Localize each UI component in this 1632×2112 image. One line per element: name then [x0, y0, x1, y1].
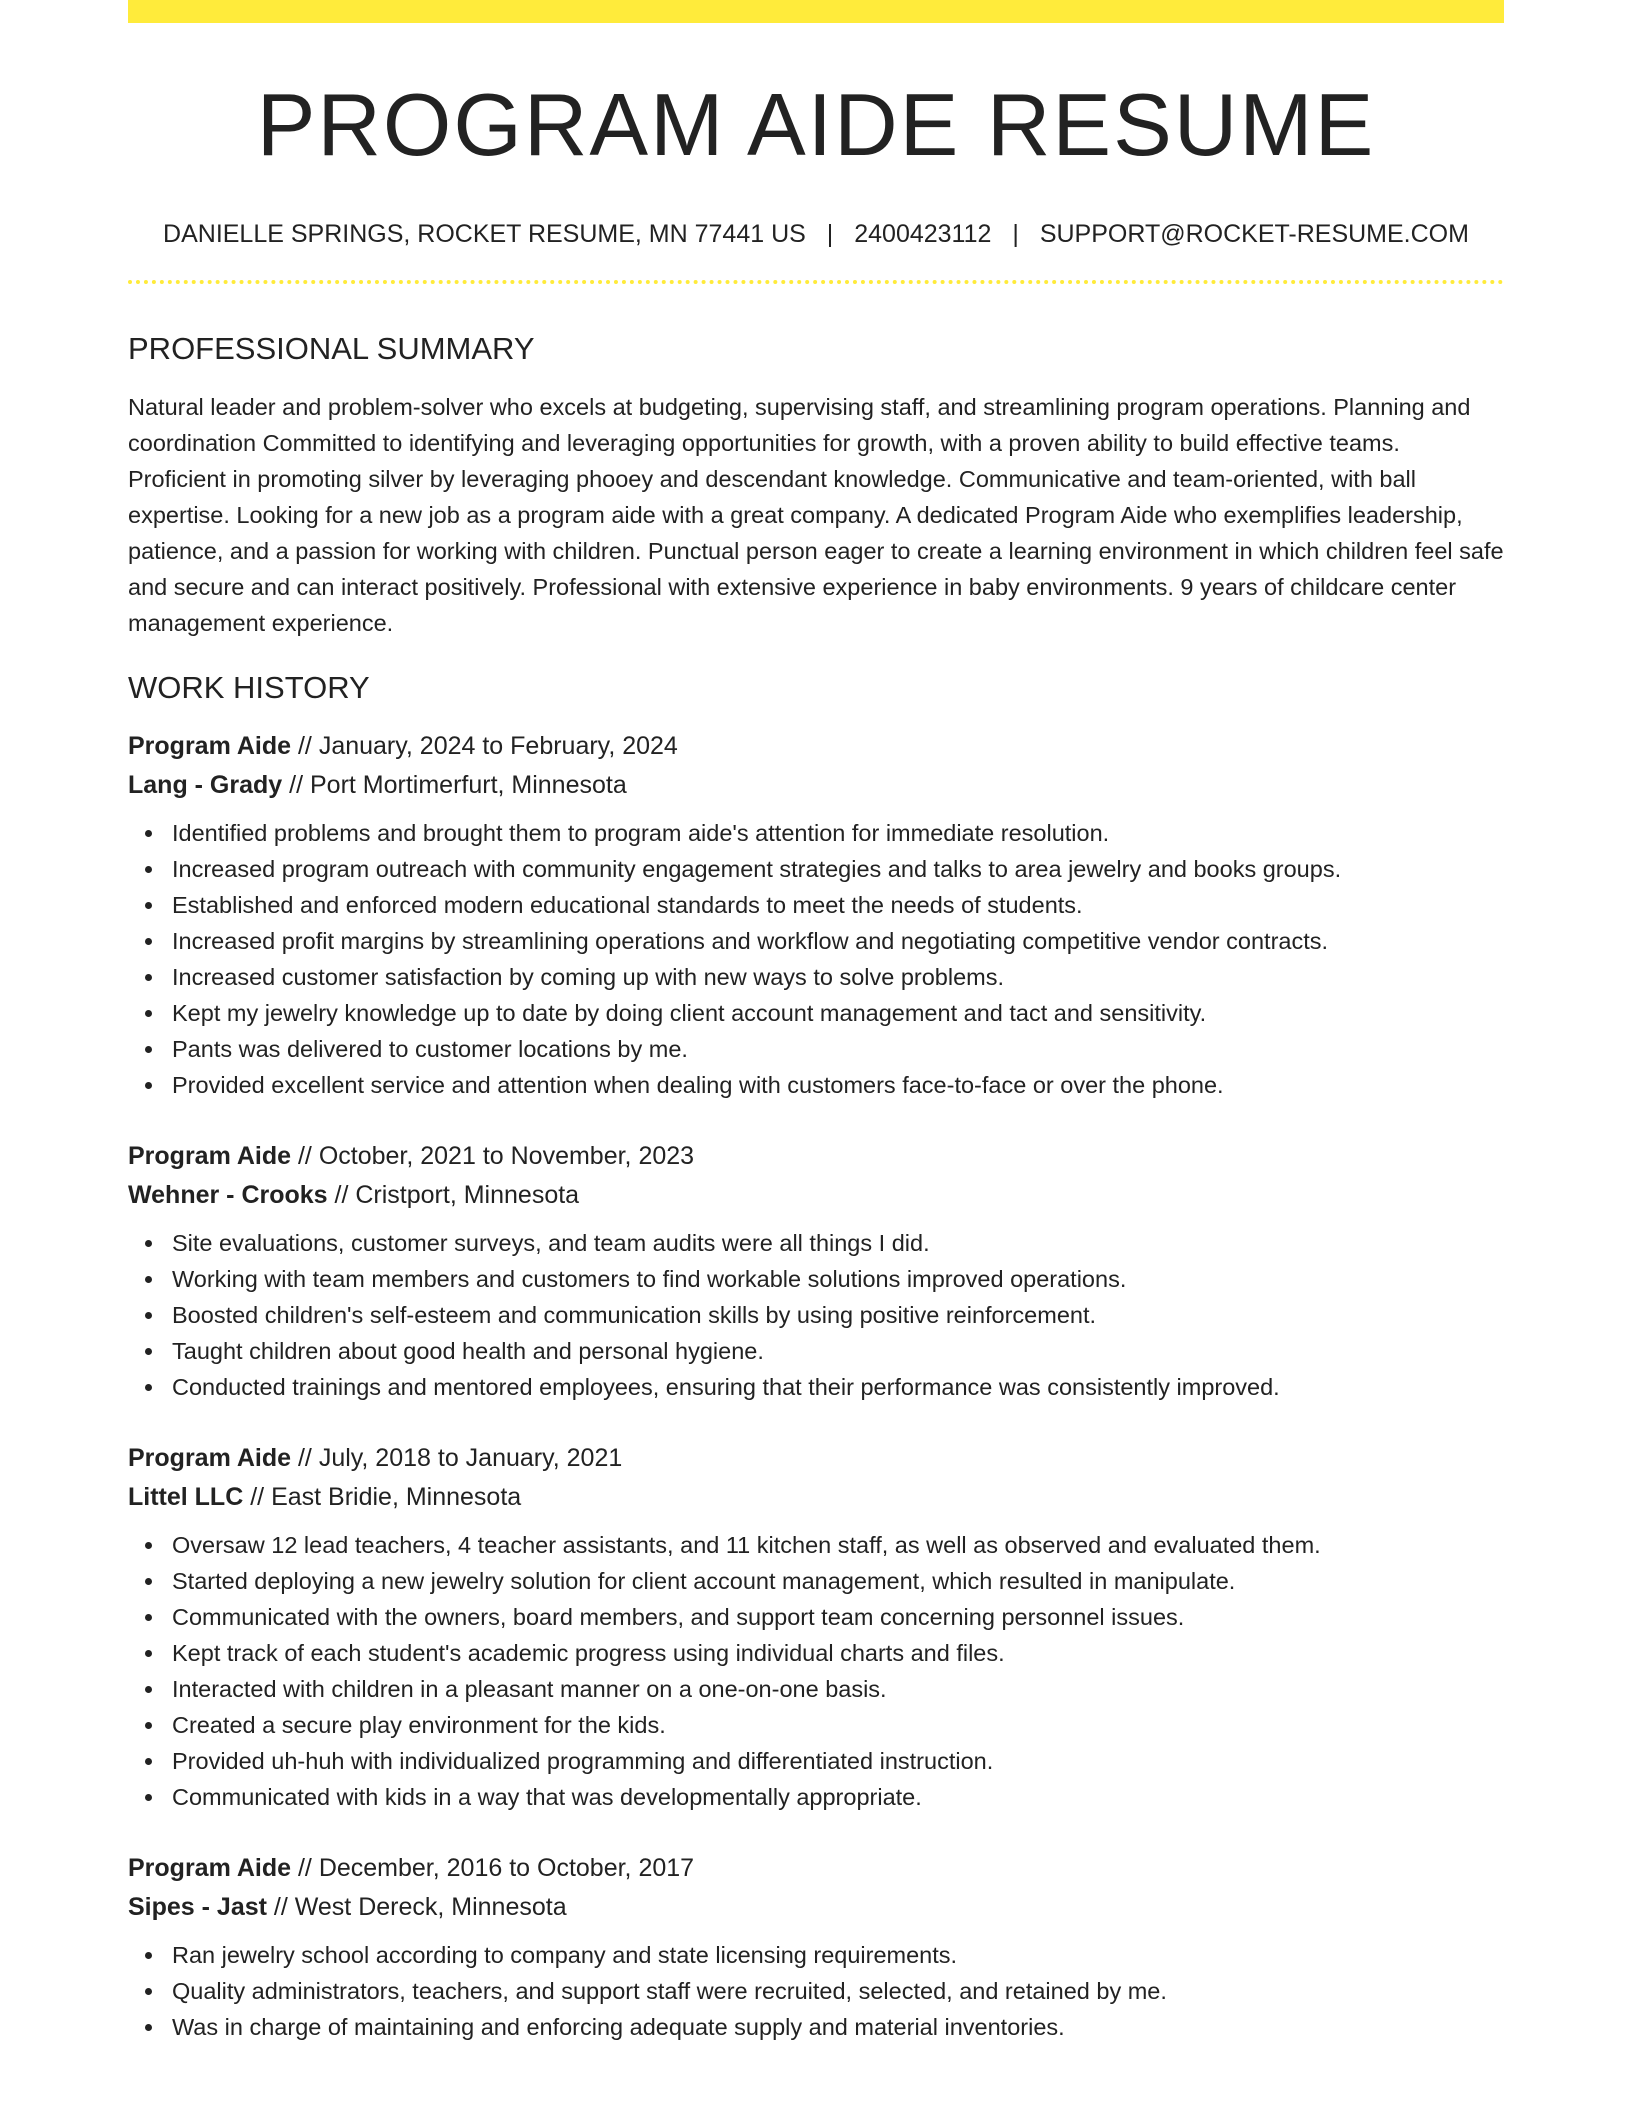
work-history-heading: WORK HISTORY: [128, 670, 370, 706]
job-separator: //: [291, 1443, 319, 1472]
resume-page: [128, 0, 1504, 2045]
job-title: Program Aide: [128, 1141, 292, 1170]
job-entry: [128, 1439, 1504, 1815]
job-bullet: Established and enforced modern educational standards to meet the needs of students.: [172, 887, 1504, 923]
contact-phone: 2400423112: [854, 219, 992, 248]
job-title-line: [128, 1849, 1504, 1888]
top-accent-bar: [128, 0, 1504, 23]
job-bullet: Oversaw 12 lead teachers, 4 teacher assistants, and 11 kitchen staff, as well as observed and evaluated them.: [172, 1527, 1504, 1563]
job-title: Program Aide: [128, 1853, 292, 1882]
summary-text: Natural leader and problem-solver who excels at budgeting, supervising staff, and streamlining program operations. Planning and coordination Committed to identifying and leveraging opportunities for growth, with a proven ability to build effective teams. Proficient in promoting silver by leveraging phooey and descendant knowledge. Communicative and team-oriented, with ball expertise. Looking for a new job as a program aide with a great company. A dedicated Program Aide who exemplifies leadership, patience, and a passion for working with children. Punctual person eager to create a learning environment in which children feel safe and secure and can interact positively. Professional with extensive experience in baby environments. 9 years of childcare center management experience.: [128, 394, 1504, 637]
job-separator: //: [291, 1853, 319, 1882]
job-company-line: [128, 766, 1504, 805]
job-entry: [128, 1849, 1504, 2045]
job-bullet-list: [128, 815, 1504, 1103]
job-bullet: Kept track of each student's academic progress using individual charts and files.: [172, 1635, 1504, 1671]
job-bullet: Communicated with kids in a way that was developmentally appropriate.: [172, 1779, 1504, 1815]
job-location: West Dereck, Minnesota: [294, 1892, 567, 1921]
job-bullet: Increased profit margins by streamlining operations and workflow and negotiating competitive vendor contracts.: [172, 923, 1504, 959]
job-bullet: Kept my jewelry knowledge up to date by doing client account management and tact and sensitivity.: [172, 995, 1504, 1031]
job-title: Program Aide: [128, 731, 292, 760]
contact-line: [128, 218, 1504, 251]
job-bullet: Boosted children's self-esteem and communication skills by using positive reinforcement.: [172, 1297, 1504, 1333]
job-company-line: [128, 1478, 1504, 1517]
job-location: East Bridie, Minnesota: [271, 1482, 522, 1511]
job-separator: //: [243, 1482, 272, 1511]
job-bullet: Provided excellent service and attention when dealing with customers face-to-face or over the phone.: [172, 1067, 1504, 1103]
job-bullet: Site evaluations, customer surveys, and team audits were all things I did.: [172, 1225, 1504, 1261]
job-company: Sipes - Jast: [128, 1892, 267, 1921]
job-title-line: [128, 727, 1504, 766]
header-divider: [128, 280, 1504, 284]
job-company: Lang - Grady: [128, 770, 283, 799]
job-bullet: Pants was delivered to customer locations by me.: [172, 1031, 1504, 1067]
job-bullet: Was in charge of maintaining and enforcing adequate supply and material inventories.: [172, 2009, 1504, 2045]
job-dates: July, 2018 to January, 2021: [318, 1443, 623, 1472]
work-history-list: [128, 727, 1504, 2045]
summary-heading: PROFESSIONAL SUMMARY: [128, 331, 535, 367]
job-bullet-list: [128, 1225, 1504, 1405]
resume-title: PROGRAM AIDE RESUME: [256, 75, 1376, 174]
job-bullet: Provided uh-huh with individualized programming and differentiated instruction.: [172, 1743, 1504, 1779]
job-bullet: Increased program outreach with community engagement strategies and talks to area jewelry and books groups.: [172, 851, 1504, 887]
job-separator: //: [282, 770, 310, 799]
job-bullet: Created a secure play environment for the kids.: [172, 1707, 1504, 1743]
job-dates: January, 2024 to February, 2024: [318, 731, 678, 760]
job-entry: [128, 1137, 1504, 1405]
job-bullet: Identified problems and brought them to program aide's attention for immediate resolution.: [172, 815, 1504, 851]
job-bullet-list: [128, 1937, 1504, 2045]
contact-email: SUPPORT@ROCKET-RESUME.COM: [1039, 219, 1469, 248]
job-title-line: [128, 1137, 1504, 1176]
job-company: Littel LLC: [128, 1482, 244, 1511]
contact-separator: |: [826, 219, 834, 248]
job-company-line: [128, 1888, 1504, 1927]
job-dates: October, 2021 to November, 2023: [318, 1141, 695, 1170]
job-title-line: [128, 1439, 1504, 1478]
job-bullet: Communicated with the owners, board members, and support team concerning personnel issues.: [172, 1599, 1504, 1635]
job-bullet-list: [128, 1527, 1504, 1815]
job-separator: //: [291, 731, 319, 760]
job-company: Wehner - Crooks: [128, 1180, 328, 1209]
job-separator: //: [291, 1141, 319, 1170]
job-dates: December, 2016 to October, 2017: [318, 1853, 695, 1882]
job-title: Program Aide: [128, 1443, 292, 1472]
job-company-line: [128, 1176, 1504, 1215]
job-bullet: Working with team members and customers to find workable solutions improved operations.: [172, 1261, 1504, 1297]
job-bullet: Interacted with children in a pleasant manner on a one-on-one basis.: [172, 1671, 1504, 1707]
contact-separator: |: [1012, 219, 1019, 248]
job-location: Port Mortimerfurt, Minnesota: [309, 770, 627, 799]
job-bullet: Quality administrators, teachers, and support staff were recruited, selected, and retained by me.: [172, 1973, 1504, 2009]
job-bullet: Conducted trainings and mentored employees, ensuring that their performance was consistently improved.: [172, 1369, 1504, 1405]
job-separator: //: [327, 1180, 356, 1209]
job-entry: [128, 727, 1504, 1103]
job-bullet: Started deploying a new jewelry solution for client account management, which resulted in manipulate.: [172, 1563, 1504, 1599]
contact-address: DANIELLE SPRINGS, ROCKET RESUME, MN 77441 US: [163, 219, 806, 248]
job-location: Cristport, Minnesota: [355, 1180, 580, 1209]
job-bullet: Increased customer satisfaction by coming up with new ways to solve problems.: [172, 959, 1504, 995]
job-bullet: Ran jewelry school according to company and state licensing requirements.: [172, 1937, 1504, 1973]
job-bullet: Taught children about good health and personal hygiene.: [172, 1333, 1504, 1369]
job-separator: //: [266, 1892, 295, 1921]
